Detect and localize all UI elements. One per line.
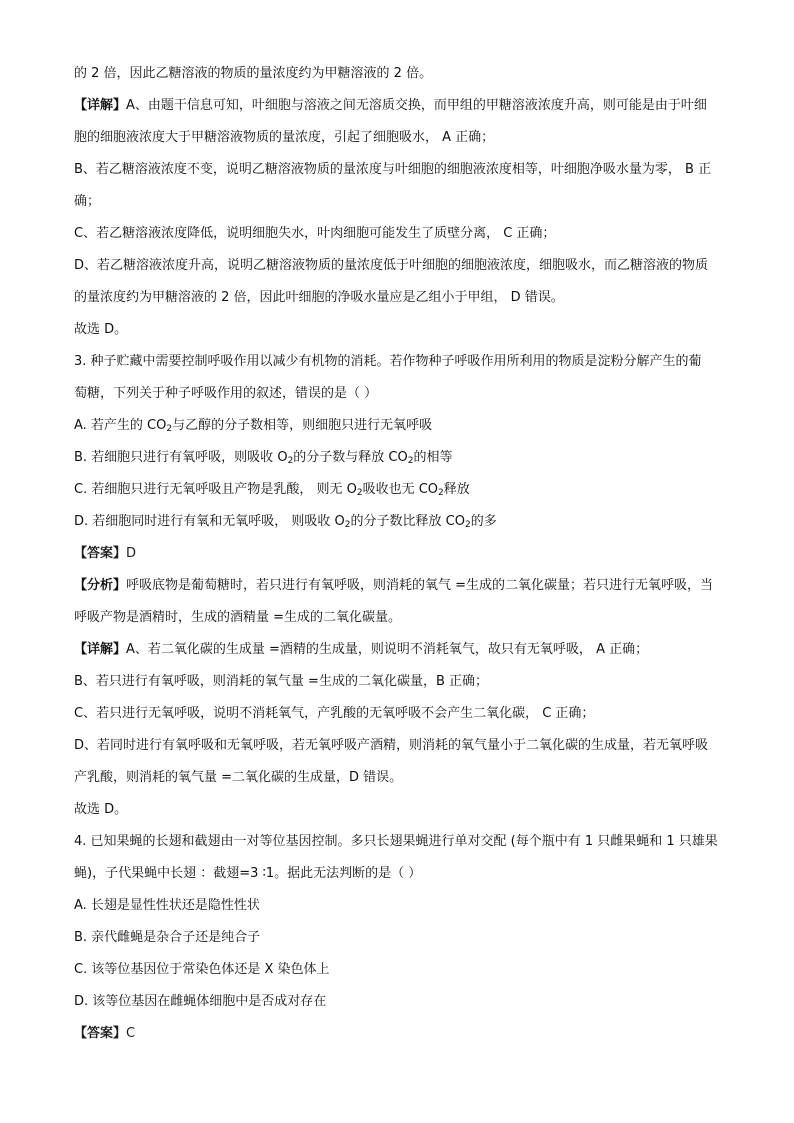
text-span: 与乙醇的分子数相等，则细胞只进行无氧呼吸	[172, 418, 433, 433]
text-span: A. 若产生的 CO	[74, 418, 167, 433]
subscript: 2	[344, 520, 351, 530]
text-line: 呼吸产物是酒精时，生成的酒精量 =生成的二氧化碳量。	[74, 610, 402, 625]
text-span: B. 若细胞只进行有氧呼吸，则吸收 O	[74, 450, 288, 465]
text-line: 确；	[74, 194, 101, 209]
subscript: 2	[356, 488, 363, 498]
text-span: C. 若细胞只进行无氧呼吸且产物是乳酸， 则无 O	[74, 482, 357, 497]
answer-tag: 【答案】	[74, 546, 127, 561]
subscript: 2	[166, 424, 173, 434]
question-3-option-b	[74, 450, 734, 466]
answer-value: C	[126, 1026, 136, 1041]
question-4-stem-cont: 蝇)，子代果蝇中长翅 ：截翅=3 ∶1。据此无法判断的是（ ）	[74, 866, 422, 881]
question-3-option-a	[74, 418, 734, 434]
text-span: D. 若细胞同时进行有氧和无氧呼吸， 则吸收 O	[74, 514, 345, 529]
text-line: C、若只进行无氧呼吸，说明不消耗氧气，产乳酸的无氧呼吸不会产生二氧化碳， C 正确；	[74, 706, 595, 721]
subscript: 2	[464, 520, 471, 530]
question-3-answer	[74, 546, 734, 562]
question-4-option-b: B. 亲代雌蝇是杂合子还是纯合子	[74, 930, 261, 945]
question-4-answer	[74, 1026, 734, 1042]
question-3-stem-cont: 萄糖，下列关于种子呼吸作用的叙述，错误的是（ ）	[74, 386, 378, 401]
question-4-option-c: C. 该等位基因位于常染色体还是 X 染色体上	[74, 962, 330, 977]
text-span: A、若二氧化碳的生成量 =酒精的生成量，则说明不消耗氧气，故只有无氧呼吸， A 正确；	[126, 642, 649, 657]
text-line: 的量浓度约为甲糖溶液的 2 倍，因此叶细胞的净吸水量应是乙组小于甲组， D 错误。	[74, 290, 564, 305]
text-span: 的相等	[413, 450, 453, 465]
answer-tag: 【答案】	[74, 1026, 127, 1041]
detail-section-line	[74, 642, 734, 658]
text-span: 的分子数比释放 CO	[350, 514, 465, 529]
subscript: 2	[438, 488, 444, 498]
text-line: 故选 D。	[74, 322, 128, 337]
subscript: 2	[287, 456, 294, 466]
analysis-line	[74, 578, 734, 594]
text-span: 呼吸底物是葡萄糖时，若只进行有氧呼吸，则消耗的氧气 =生成的二氧化碳量；若只进行无氧呼吸，当	[126, 578, 714, 593]
text-line: B、若只进行有氧呼吸，则消耗的氧气量 =生成的二氧化碳量，B 正确；	[74, 674, 488, 689]
question-4-option-a: A. 长翅是显性性状还是隐性性状	[74, 898, 260, 913]
question-3-option-c	[74, 482, 734, 498]
text-span: 吸收也无 CO	[362, 482, 439, 497]
detail-tag: 【详解】	[74, 98, 127, 113]
text-line: 产乳酸，则消耗的氧气量 =二氧化碳的生成量，D 错误。	[74, 770, 403, 785]
text-line: D、若同时进行有氧呼吸和无氧呼吸，若无氧呼吸产酒精，则消耗的氧气量小于二氧化碳的生成量，若无氧呼吸	[74, 738, 709, 753]
text-line: B、若乙糖溶液浓度不变，说明乙糖溶液物质的量浓度与叶细胞的细胞液浓度相等，叶细胞净吸水量为零， B 正	[74, 162, 712, 177]
detail-tag: 【详解】	[74, 642, 127, 657]
question-3-stem: 3. 种子贮藏中需要控制呼吸作用以减少有机物的消耗。若作物种子呼吸作用所利用的物质是淀粉分解产生的葡	[74, 354, 702, 369]
text-span: A、由题干信息可知，叶细胞与溶液之间无溶质交换，而甲组的甲糖溶液浓度升高，则可能是由于叶细	[126, 98, 707, 113]
text-span: 释放	[443, 482, 470, 497]
subscript: 2	[407, 456, 414, 466]
text-line: 胞的细胞液浓度大于甲糖溶液物质的量浓度，引起了细胞吸水， A 正确；	[74, 130, 495, 145]
text-line: 故选 D。	[74, 802, 128, 817]
question-4-option-d: D. 该等位基因在雌蝇体细胞中是否成对存在	[74, 994, 327, 1009]
text-span: 的多	[470, 514, 497, 529]
text-line: 的 2 倍，因此乙糖溶液的物质的量浓度约为甲糖溶液的 2 倍。	[74, 66, 433, 81]
question-3-option-d	[74, 514, 734, 530]
answer-value: D	[126, 546, 137, 561]
text-line: C、若乙糖溶液浓度降低，说明细胞失水，叶肉细胞可能发生了质壁分离， C 正确；	[74, 226, 556, 241]
question-4-stem: 4. 已知果蝇的长翅和截翅由一对等位基因控制。多只长翅果蝇进行单对交配 (每个瓶中有 1 只雌果蝇和 1 只雄果	[74, 834, 718, 849]
text-line: D、若乙糖溶液浓度升高，说明乙糖溶液物质的量浓度低于叶细胞的细胞液浓度，细胞吸水，而乙糖溶液的物质	[74, 258, 709, 273]
detail-section-line	[74, 98, 734, 114]
analysis-tag: 【分析】	[74, 578, 127, 593]
text-span: 的分子数与释放 CO	[293, 450, 408, 465]
